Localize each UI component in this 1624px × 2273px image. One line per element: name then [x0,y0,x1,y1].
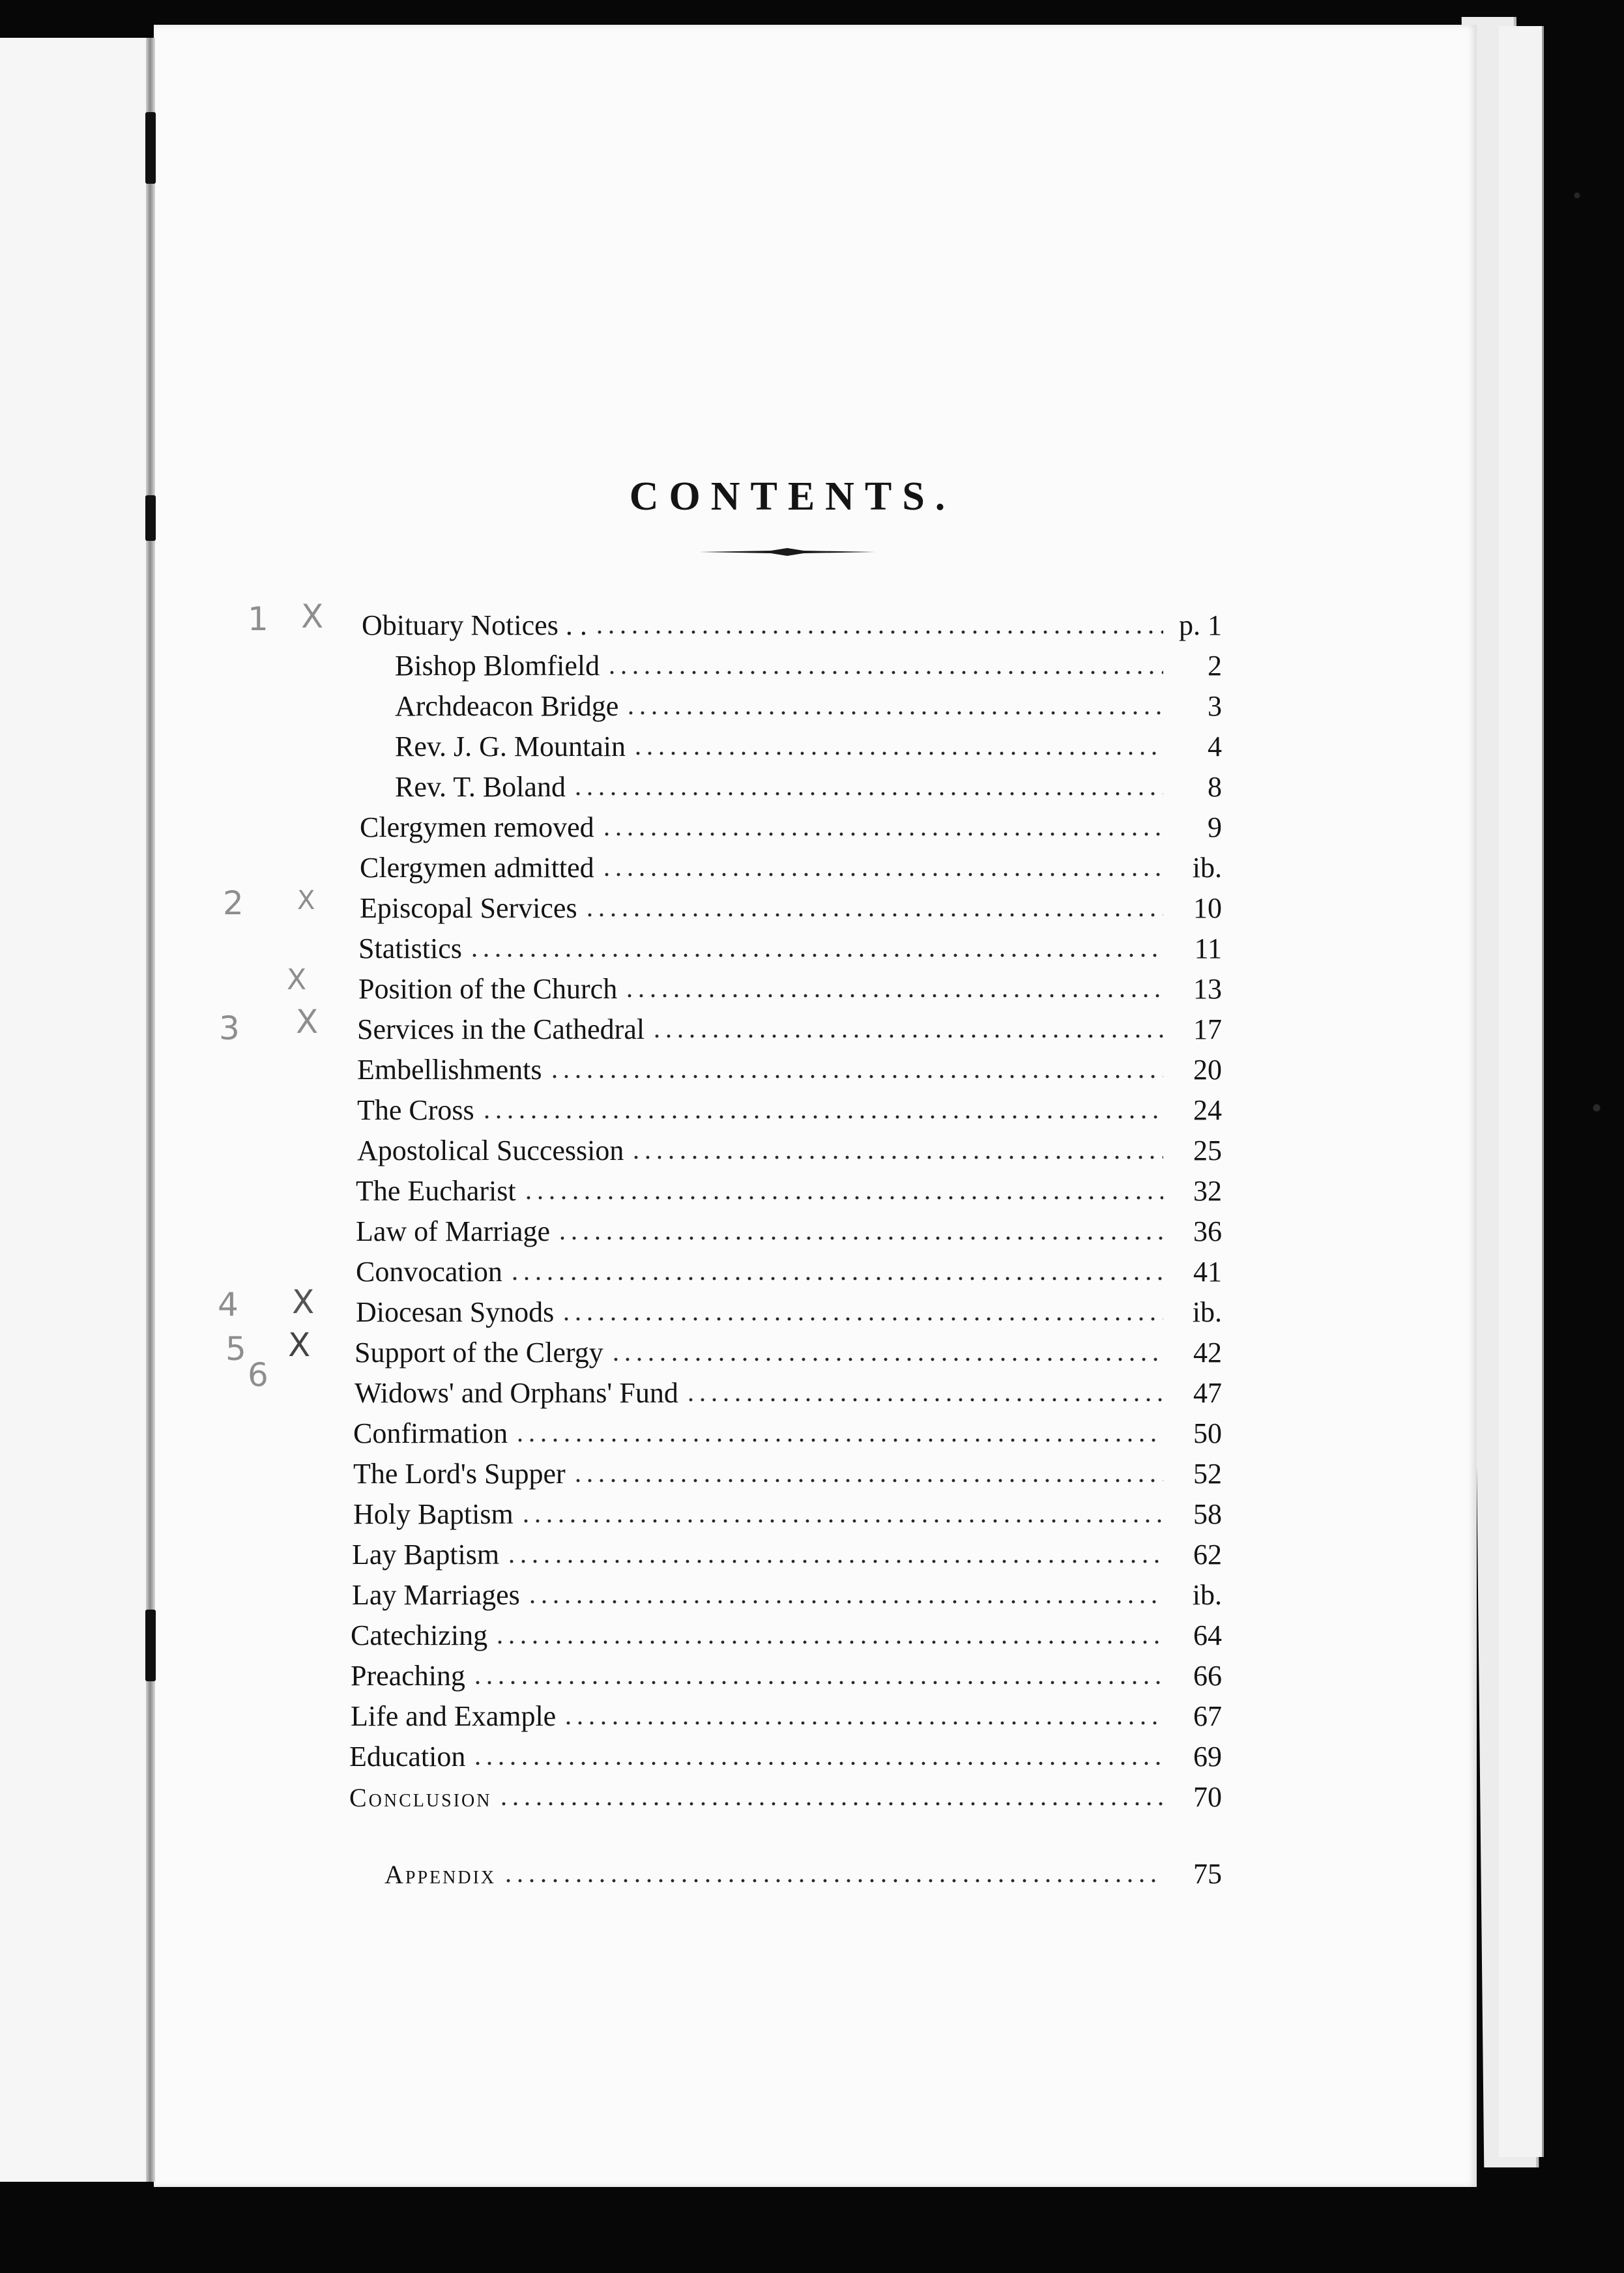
toc-entry-page: 58 [1193,1498,1222,1530]
toc-entry-title: Appendix [384,1860,497,1889]
toc-entry-page: 32 [1193,1175,1222,1207]
toc-entry-title: Episcopal Services [360,892,577,924]
toc-entry-page: 25 [1193,1135,1222,1166]
dot-leader [562,1697,1163,1726]
toc-entry-title: Apostolical Succession [357,1135,624,1166]
toc-entry [349,1776,1222,1818]
toc-entry [351,1655,1222,1697]
toc-entry [358,928,1222,970]
toc-entry-page: 52 [1193,1458,1222,1490]
toc-entry-page: 75 [1193,1858,1222,1890]
toc-entry-page: 9 [1208,811,1222,843]
dot-leader [625,687,1163,716]
toc-entry [395,726,1222,768]
toc-entry-page: 3 [1208,690,1222,722]
toc-entry-page: 70 [1193,1781,1222,1813]
dot-leader [557,1212,1163,1241]
toc-entry-title: Confirmation [353,1417,508,1449]
toc-entry-title: Law of Marriage [356,1215,551,1247]
toc-entry [357,1009,1222,1050]
toc-entry [352,1534,1222,1576]
toc-entry-page: 10 [1193,892,1222,924]
dot-leader [523,1172,1163,1200]
toc-entry [356,1211,1222,1252]
toc-entry-title: Clergymen removed [360,811,594,843]
toc-entry-page: p. 1 [1179,609,1222,641]
pencil-annotation: 3 [219,1009,240,1047]
toc-entry [358,968,1222,1010]
toc-entry [353,1453,1222,1495]
toc-entry-title: Position of the Church [358,973,618,1005]
toc-entry [384,1853,1222,1895]
dot-leader [481,1091,1163,1120]
dot-leader [509,1252,1163,1281]
toc-entry-page: ib. [1192,1296,1222,1328]
toc-entry-page: 69 [1193,1741,1222,1773]
toc-entry [357,1090,1222,1131]
dot-leader [469,929,1163,958]
toc-entry [360,888,1222,929]
toc-entry-page: ib. [1192,1579,1222,1611]
toc-entry-title: Diocesan Synods [356,1296,555,1328]
toc-entry-page: 67 [1193,1700,1222,1732]
pencil-annotation: X [288,1326,311,1364]
pencil-annotation: 2 [223,884,244,922]
toc-entry-title: The Cross [357,1094,474,1126]
dot-leader [606,646,1163,675]
dot-leader [651,1010,1163,1039]
dot-leader [632,727,1163,756]
toc-entry-title: Preaching [351,1660,465,1692]
toc-entry-title: Bishop Blomfield [395,650,600,682]
toc-entry-title: The Eucharist [356,1175,516,1207]
toc-entry-title: Obituary Notices . . [362,609,587,641]
dot-leader [624,970,1163,998]
toc-entry [351,1615,1222,1657]
toc-entry-page: 50 [1193,1417,1222,1449]
dot-leader [502,1855,1163,1883]
dot-leader [584,889,1163,918]
toc-entry-page: 41 [1193,1256,1222,1288]
toc-entry-title: Life and Example [351,1700,557,1732]
dot-leader [506,1535,1163,1564]
pencil-annotation: X [287,963,307,996]
toc-entry [360,847,1222,889]
toc-entry-page: 8 [1208,771,1222,803]
toc-entry-page: 66 [1193,1660,1222,1692]
dot-leader [572,1455,1163,1483]
dot-leader [594,606,1163,635]
pencil-annotation: X [296,1003,319,1041]
toc-entry-page: 62 [1193,1539,1222,1571]
pencil-annotation: X [297,886,315,916]
pencil-annotation: 6 [248,1356,268,1394]
toc-entry-page: 11 [1194,933,1222,964]
toc-entry-page: 2 [1208,650,1222,682]
toc-entry-page: 24 [1193,1094,1222,1126]
toc-entry-title: Embellishments [357,1054,542,1086]
toc-entry [357,1130,1222,1172]
toc-entry [360,807,1222,848]
toc-entry-page: ib. [1192,852,1222,884]
toc-entry-title: Support of the Clergy [355,1337,603,1368]
dot-leader [560,1293,1163,1322]
toc-entry-page: 36 [1193,1215,1222,1247]
dot-leader [472,1657,1163,1685]
toc-entry [353,1413,1222,1455]
dot-leader [472,1737,1163,1766]
toc-entry-title: Lay Marriages [352,1579,520,1611]
toc-entry [351,1696,1222,1737]
toc-entry-page: 47 [1193,1377,1222,1409]
toc-entry-page: 64 [1193,1619,1222,1651]
toc-entry-title: Conclusion [349,1783,492,1812]
toc-entry [395,686,1222,727]
toc-entry-title: Statistics [358,933,462,964]
pencil-annotation: X [292,1283,315,1321]
toc-entry [352,1574,1222,1616]
toc-entry-title: Rev. T. Boland [395,771,566,803]
pencil-annotation: 5 [225,1330,246,1368]
toc-entry [353,1494,1222,1535]
toc-entry-title: Rev. J. G. Mountain [395,731,626,762]
dot-leader [685,1374,1163,1402]
dot-leader [610,1333,1163,1362]
toc-entry-title: The Lord's Supper [353,1458,566,1490]
dot-leader [572,768,1163,796]
dot-leader [498,1778,1163,1806]
toc-entry-title: Lay Baptism [352,1539,500,1571]
dot-leader [601,808,1163,837]
toc-entry-title: Holy Baptism [353,1498,514,1530]
toc-entry-title: Education [349,1741,466,1773]
toc-entry-page: 4 [1208,731,1222,762]
toc-entry [395,645,1222,687]
toc-entry-page: 42 [1193,1337,1222,1368]
page-title: CONTENTS. [629,474,956,519]
dot-leader [514,1414,1163,1443]
toc-entry [395,766,1222,808]
toc-entry-title: Catechizing [351,1619,488,1651]
pencil-annotation: 4 [218,1286,239,1324]
toc-entry [362,605,1222,646]
toc-entry [357,1049,1222,1091]
toc-entry-title: Convocation [356,1256,502,1288]
toc-entry [355,1332,1222,1374]
dot-leader [494,1616,1163,1645]
dot-leader [630,1131,1163,1160]
toc-entry-page: 20 [1193,1054,1222,1086]
toc-entry-page: 13 [1193,973,1222,1005]
toc-entry-page: 17 [1193,1013,1222,1045]
pencil-annotation: X [301,598,324,635]
toc-entry-title: Widows' and Orphans' Fund [355,1377,678,1409]
toc-entry [356,1170,1222,1212]
toc-entry [356,1292,1222,1333]
toc-entry-title: Archdeacon Bridge [395,690,619,722]
toc-entry-title: Clergymen admitted [360,852,594,884]
toc-entry [356,1251,1222,1293]
toc-entry [349,1736,1222,1778]
dot-leader [520,1495,1163,1524]
toc-entry [355,1372,1222,1414]
dot-leader [549,1050,1163,1079]
dot-leader [601,848,1163,877]
toc-entry-title: Services in the Cathedral [357,1013,645,1045]
dot-leader [527,1576,1163,1604]
pencil-annotation: 1 [248,600,268,638]
